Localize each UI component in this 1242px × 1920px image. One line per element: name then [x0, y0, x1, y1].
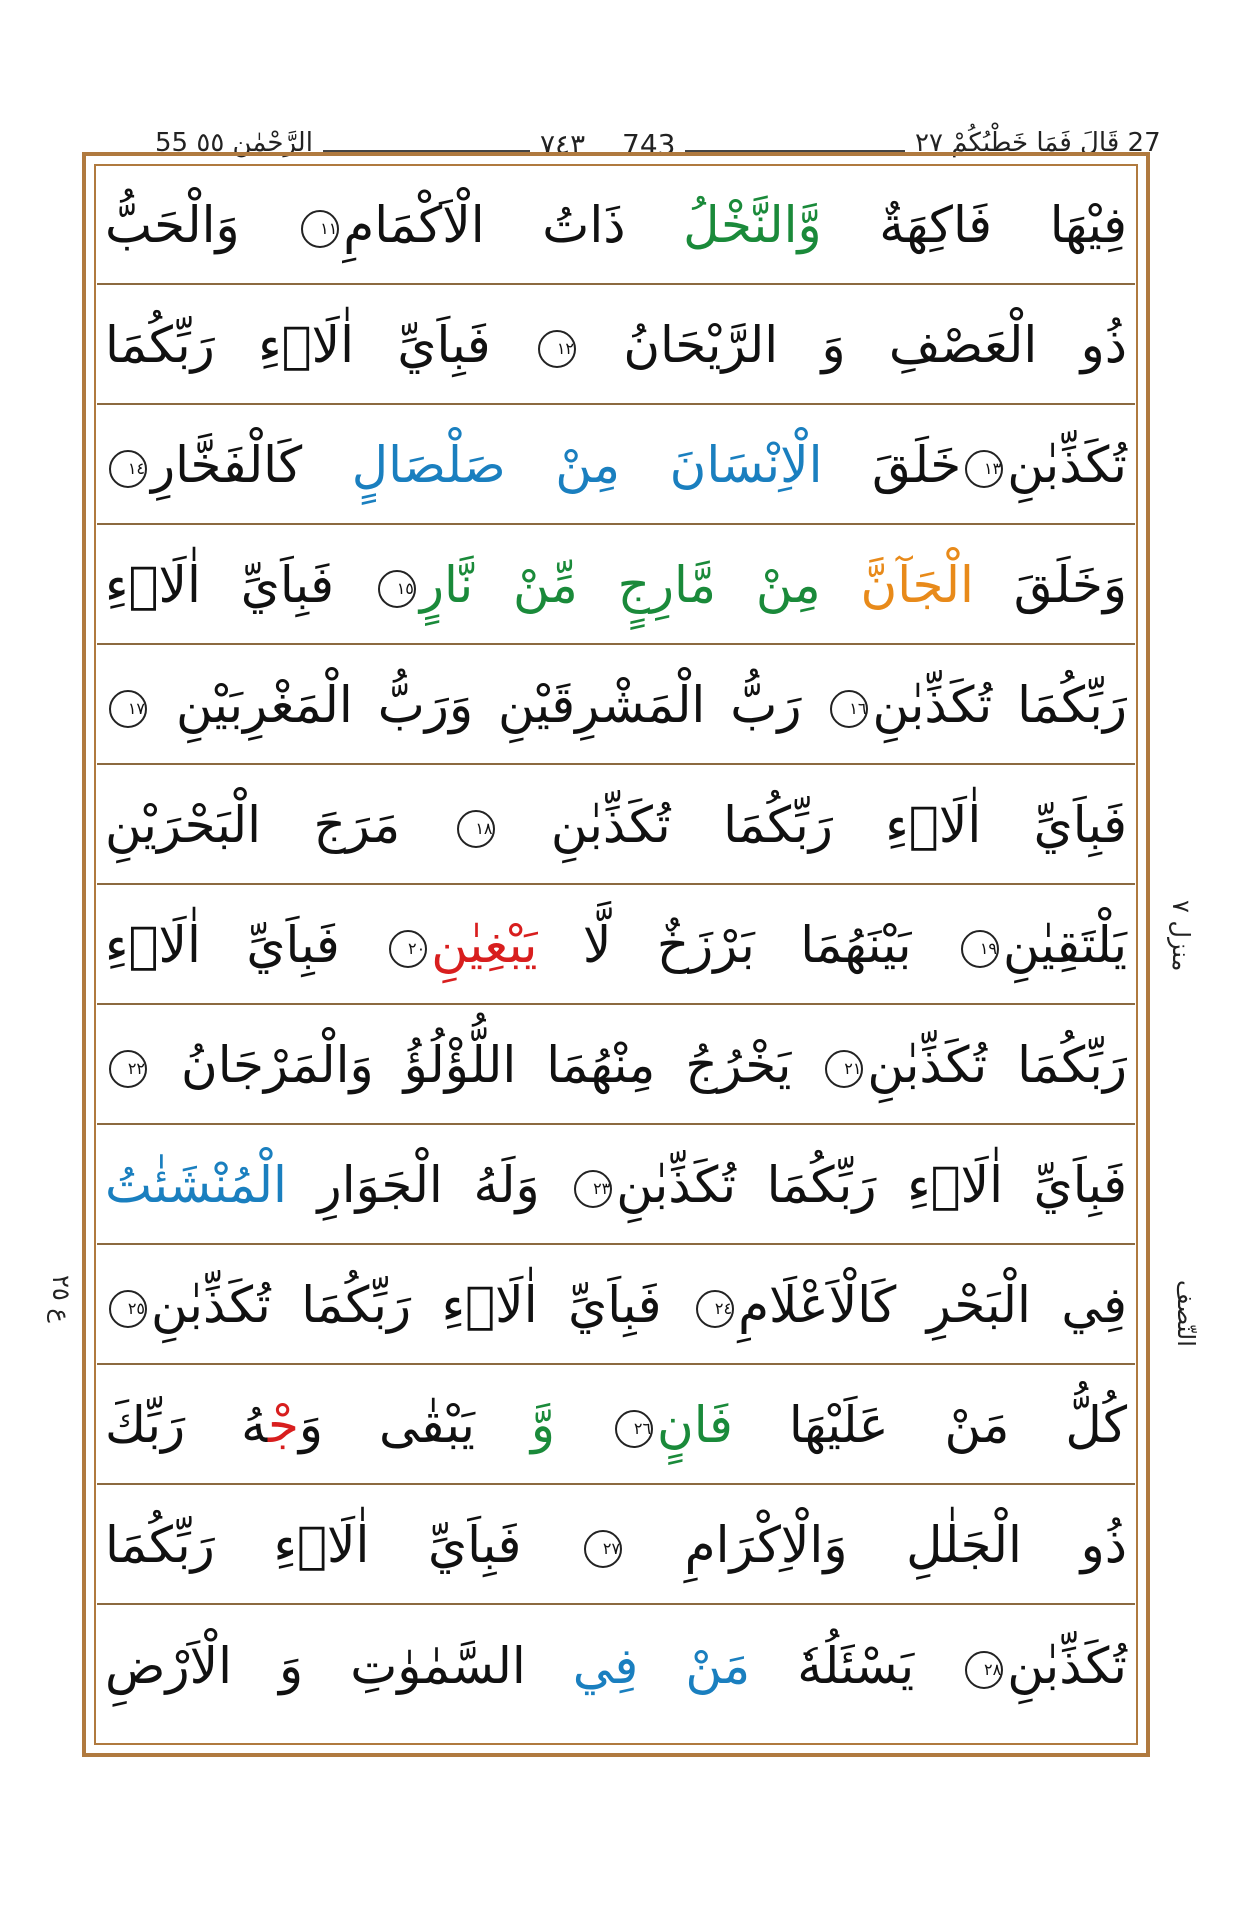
- verse-segment: تُكَذِّبٰنِ: [1007, 436, 1127, 494]
- verse-segment: وَلَهُ الْجَوَارِ: [286, 1156, 571, 1214]
- ayah-number-marker: ٢٢: [109, 1050, 147, 1088]
- text-line: [97, 647, 1135, 765]
- text-line: [97, 407, 1135, 525]
- ayah-number-marker: ٢٤: [696, 1290, 734, 1328]
- line-text: [97, 1607, 1135, 1725]
- verse-segment: فِيْهَا فَاكِهَةٌ: [821, 196, 1127, 254]
- ayah-number-marker: ١٤: [109, 450, 147, 488]
- verse-segment: خَلَقَ: [822, 436, 962, 494]
- ayah-number-marker: ٢٥: [109, 1290, 147, 1328]
- verse-segment: فَبِاَيِّ اٰلَاۤءِ: [105, 916, 386, 974]
- line-text: [97, 766, 1135, 884]
- page-header: [0, 0, 1242, 170]
- verse-segment: فَبِاَيِّ اٰلَاۤءِ رَبِّكُمَا تُكَذِّبٰنِ: [498, 796, 1127, 854]
- line-text: [97, 526, 1135, 644]
- verse-segment: يَبْغِيٰنِ: [431, 916, 538, 974]
- verse-segment: جْ: [267, 1396, 299, 1454]
- verse-segment: فِي الْبَحْرِ كَالْاَعْلَامِ: [738, 1276, 1127, 1334]
- verse-segment: وَخَلَقَ: [973, 556, 1127, 614]
- ayah-number-marker: ١٧: [109, 690, 147, 728]
- verse-segment: كُلُّ مَنْ عَلَيْهَا: [732, 1396, 1128, 1454]
- verse-segment: مَنْ فِي: [572, 1637, 751, 1695]
- ayah-number-marker: ٢٨: [965, 1651, 1003, 1689]
- text-line: [97, 767, 1135, 885]
- manzil-marker: منزل ٧: [1167, 900, 1195, 972]
- verse-segment: هُ رَبِّكَ: [105, 1396, 268, 1454]
- text-line: [97, 287, 1135, 405]
- verse-segment: مَرَجَ الْبَحْرَيْنِ: [105, 796, 453, 854]
- text-line: [97, 1367, 1135, 1485]
- page-number-arabic: ٧٤٣: [540, 128, 586, 161]
- ayah-number-marker: ٢٦: [615, 1410, 653, 1448]
- ayah-number-marker: ١١: [301, 210, 339, 248]
- verse-segment: يَسْئَلُهٗ: [750, 1637, 962, 1695]
- text-line: [97, 1127, 1135, 1245]
- text-line: [97, 1487, 1135, 1605]
- page-number-latin: 743: [622, 128, 676, 161]
- nisf-marker: النّصف: [1172, 1280, 1200, 1347]
- verse-segment: تُكَذِّبٰنِ: [1007, 1637, 1127, 1695]
- verse-segment: ذُو الْعَصْفِ وَ الرَّيْحَانُ: [580, 316, 1128, 374]
- ayah-number-marker: ٢٣: [574, 1170, 612, 1208]
- verse-segment: فَبِاَيِّ اٰلَاۤءِ رَبِّكُمَا تُكَذِّبٰنِ: [616, 1156, 1127, 1214]
- ayah-number-marker: ١٢: [538, 330, 576, 368]
- verse-segment: فَبِاَيِّ اٰلَاۤءِ رَبِّكُمَا تُكَذِّبٰنِ: [151, 1276, 693, 1334]
- line-text: [97, 646, 1135, 764]
- text-line: [97, 1007, 1135, 1125]
- verse-segment: الْجَآنَّ: [860, 556, 974, 614]
- line-text: [97, 1006, 1135, 1124]
- text-line: [97, 167, 1135, 285]
- line-text: [97, 286, 1135, 404]
- verse-segment: رَبِّكُمَا تُكَذِّبٰنِ: [867, 1036, 1127, 1094]
- verse-segment: فَانٍ: [657, 1396, 733, 1454]
- text-line: [97, 1247, 1135, 1365]
- line-text: [97, 1366, 1135, 1484]
- text-line: [97, 887, 1135, 1005]
- ruku-marker: ع ٢٥: [47, 1275, 75, 1323]
- text-line: [97, 1607, 1135, 1725]
- verse-segment: وَّالنَّخْلُ: [683, 196, 822, 254]
- verse-segment: وَّ: [530, 1396, 612, 1454]
- ayah-number-marker: ١٩: [961, 930, 999, 968]
- verse-segment: فَبِاَيِّ اٰلَاۤءِ رَبِّكُمَا: [105, 1516, 581, 1574]
- line-text: [97, 406, 1135, 524]
- verse-segment: مِنْ مَّارِجٍ مِّنْ نَّارٍ: [419, 556, 861, 614]
- juz-name: 27 قَالَ فَمَا خَطْبُكُمْ ٢٧: [905, 128, 1171, 158]
- ayah-number-marker: ٢٧: [584, 1530, 622, 1568]
- ayah-number-marker: ٢٠: [389, 930, 427, 968]
- ayah-number-marker: ١٣: [965, 450, 1003, 488]
- verse-segment: ذَاتُ الْاَكْمَامِ: [343, 196, 684, 254]
- line-text: [97, 886, 1135, 1004]
- verse-segment: كَالْفَخَّارِ: [151, 436, 352, 494]
- verse-segment: الْاِنْسَانَ مِنْ صَلْصَالٍ: [351, 436, 823, 494]
- line-text: [97, 166, 1135, 284]
- verse-segment: السَّمٰوٰتِ وَ الْاَرْضِ: [105, 1637, 573, 1695]
- ayah-number-marker: ٢١: [825, 1050, 863, 1088]
- verse-segment: فَبِاَيِّ اٰلَاۤءِ رَبِّكُمَا: [105, 316, 535, 374]
- line-text: [97, 1126, 1135, 1244]
- line-text: [97, 1246, 1135, 1364]
- ayah-number-marker: ١٥: [378, 570, 416, 608]
- line-text: [97, 1486, 1135, 1604]
- surah-name: الرَّحْمٰن ٥٥ 55: [145, 128, 323, 158]
- verse-segment: يَلْتَقِيٰنِ: [1003, 916, 1127, 974]
- ayah-number-marker: ١٦: [830, 690, 868, 728]
- verse-segment: رَبِّكُمَا تُكَذِّبٰنِ: [872, 676, 1127, 734]
- verse-segment: يَخْرُجُ مِنْهُمَا اللُّؤْلُؤُ وَالْمَرْجَانُ: [151, 1036, 822, 1094]
- verse-segment: وَالْحَبُّ: [105, 196, 298, 254]
- verse-segment: رَبُّ الْمَشْرِقَيْنِ وَرَبُّ الْمَغْرِبَيْنِ: [151, 676, 827, 734]
- verse-segment: ذُو الْجَلٰلِ وَالْاِكْرَامِ: [626, 1516, 1127, 1574]
- verse-segment: بَيْنَهُمَا بَرْزَخٌ لَّا: [537, 916, 957, 974]
- verse-segment: الْمُنْشَئٰتُ: [105, 1156, 287, 1214]
- verse-segment: يَبْقٰى وَ: [298, 1396, 531, 1454]
- verse-segment: فَبِاَيِّ اٰلَاۤءِ: [105, 556, 374, 614]
- ayah-number-marker: ١٨: [457, 810, 495, 848]
- text-line: [97, 527, 1135, 645]
